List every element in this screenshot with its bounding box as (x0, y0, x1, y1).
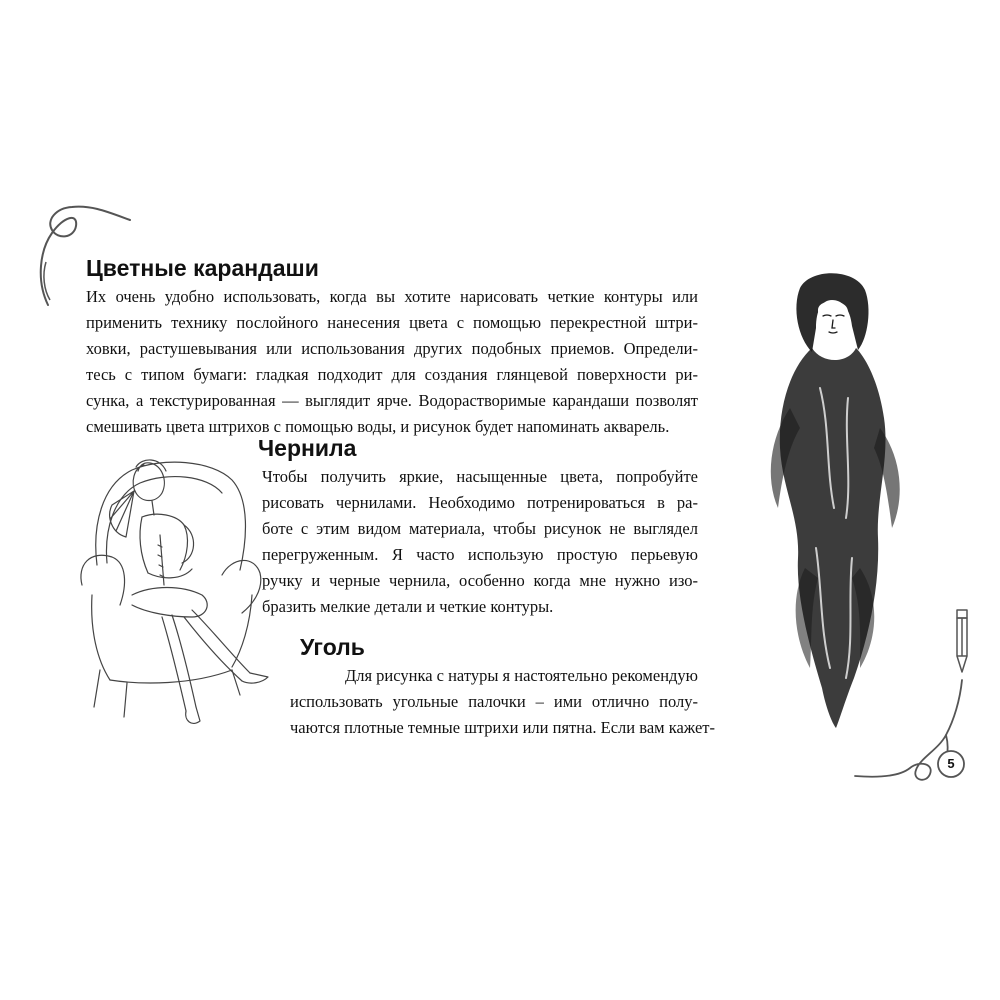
woman-in-armchair-sketch (72, 445, 272, 735)
page-number: 5 (947, 756, 955, 771)
text-line: рисовать чернилами. Необходимо потренироваться в ра- (262, 493, 698, 512)
text-line: Чтобы получить яркие, насыщенные цвета, попробуйте (262, 467, 698, 486)
text-line: тесь с типом бумаги: гладкая подходит для создания глянцевой поверхности ри- (86, 365, 698, 384)
text-line: Для рисунка с натуры я настоятельно рекомендую (344, 666, 698, 685)
text-line: использовать угольные палочки – ими отлично полу- (290, 692, 698, 711)
paragraph-ink (262, 464, 698, 620)
ink-fashion-illustration (760, 268, 910, 730)
heading-charcoal: Уголь (300, 634, 365, 660)
text-line: Их очень удобно использовать, когда вы хотите нарисовать четкие контуры или (86, 287, 698, 306)
heading-colored-pencils: Цветные карандаши (86, 255, 319, 281)
text-line: перегруженным. Я часто использую простую перьевую (262, 545, 698, 564)
text-line: применить технику послойного нанесения цвета с помощью перекрестной штри- (86, 313, 698, 332)
text-line: смешивать цвета штрихов с помощью воды, и рисунок будет напоминать акварель. (86, 417, 670, 436)
text-line: сунка, а текстурированная — выглядит ярче. Водорастворимые карандаши позволят (86, 391, 698, 410)
text-line: чаются плотные темные штрихи или пятна. Если вам кажет- (290, 718, 716, 737)
paragraph-colored-pencils (86, 284, 698, 440)
paragraph-charcoal (290, 663, 716, 741)
text-line: ручку и черные чернила, особенно когда мне нужно изо- (262, 571, 698, 590)
heading-ink: Чернила (258, 435, 357, 461)
text-line: боте с этим видом материала, чтобы рисунок не выглядел (262, 519, 698, 538)
text-line: ховки, растушевывания или использования других подобных приемов. Определи- (86, 339, 698, 358)
text-line: бразить мелкие детали и четкие контуры. (262, 597, 554, 616)
pencil-icon (952, 606, 972, 676)
